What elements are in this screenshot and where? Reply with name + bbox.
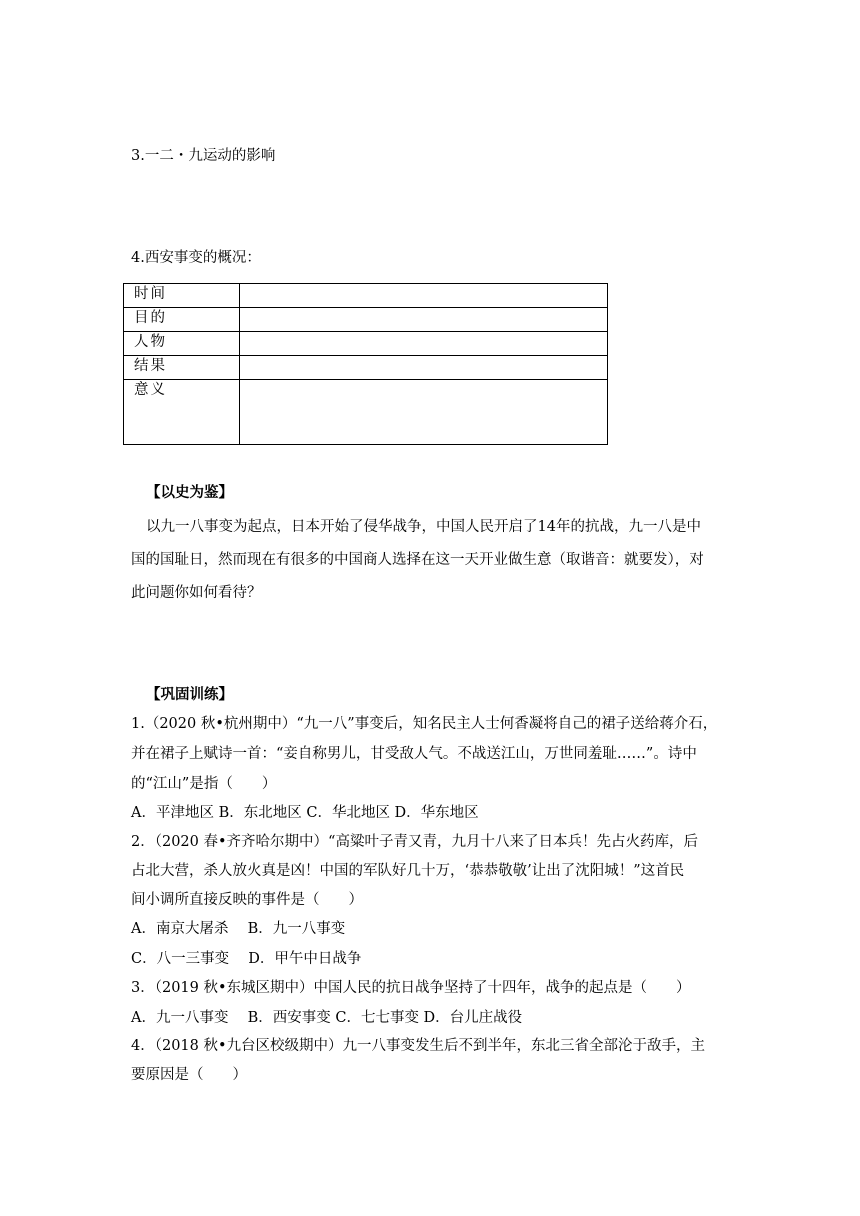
row-value-people bbox=[240, 332, 608, 356]
q3-line: 3．（2019 秋•东城区期中）中国人民的抗日战争坚持了十四年，战争的起点是（ ） bbox=[131, 980, 691, 996]
row-label-people: 人物 bbox=[124, 332, 240, 356]
history-mirror-line-2: 国的国耻日，然而现在有很多的中国商人选择在这一天开业做生意（取谐音：就要发），对 bbox=[131, 552, 704, 568]
q4-line-2: 要原因是（ ） bbox=[131, 1067, 247, 1083]
q3-options: A．九一八事变 B．西安事变 C．七七事变 D．台儿庄战役 bbox=[131, 1010, 523, 1026]
row-label-significance: 意义 bbox=[124, 380, 240, 445]
row-label-result: 结果 bbox=[124, 356, 240, 380]
table-row bbox=[124, 332, 608, 356]
q2-line-1: 2．（2020 春•齐齐哈尔期中）“高粱叶子青又青，九月十八来了日本兵！先占火药库，后 bbox=[131, 834, 698, 850]
table-row bbox=[124, 284, 608, 308]
q2-line-2: 占北大营，杀人放火真是凶！中国的军队好几十万，‘恭恭敬敬’让出了沈阳城！”这首民 bbox=[131, 863, 685, 879]
row-label-purpose: 目的 bbox=[124, 308, 240, 332]
xian-incident-table bbox=[123, 283, 608, 445]
row-value-result bbox=[240, 356, 608, 380]
table-row bbox=[124, 380, 608, 445]
row-value-purpose bbox=[240, 308, 608, 332]
row-label-time: 时间 bbox=[124, 284, 240, 308]
row-value-time bbox=[240, 284, 608, 308]
q1-line-1: 1.（2020 秋•杭州期中）“九一八”事变后，知名民主人士何香凝将自己的裙子送给蒋介石， bbox=[131, 716, 718, 732]
history-mirror-heading: 【以史为鉴】 bbox=[146, 484, 233, 501]
section3-title: 3.一二・九运动的影响 bbox=[131, 148, 276, 164]
q1-options: A．平津地区 B．东北地区 C．华北地区 D．华东地区 bbox=[131, 805, 479, 821]
q2-options-1: A．南京大屠杀 B．九一八事变 bbox=[131, 921, 346, 937]
q1-line-2: 并在裙子上赋诗一首：“妾自称男儿，甘受敌人气。不战送江山，万世同羞耻……”。诗中 bbox=[131, 746, 697, 762]
history-mirror-line-3: 此问题你如何看待？ bbox=[131, 585, 262, 601]
history-mirror-line-1: 以九一八事变为起点，日本开始了侵华战争，中国人民开启了14年的抗战，九一八是中 bbox=[146, 519, 701, 535]
practice-heading: 【巩固训练】 bbox=[146, 686, 233, 703]
section4-title: 4.西安事变的概况： bbox=[131, 250, 261, 266]
q1-line-3: 的“江山”是指（ ） bbox=[131, 776, 277, 792]
row-value-significance bbox=[240, 380, 608, 445]
table-row bbox=[124, 356, 608, 380]
q2-line-3: 间小调所直接反映的事件是（ ） bbox=[131, 892, 363, 908]
table-row bbox=[124, 308, 608, 332]
q4-line-1: 4．（2018 秋•九台区校级期中）九一八事变发生后不到半年，东北三省全部沦于敌手，主 bbox=[131, 1038, 706, 1054]
q2-options-2: C．八一三事变 D．甲午中日战争 bbox=[131, 951, 362, 967]
